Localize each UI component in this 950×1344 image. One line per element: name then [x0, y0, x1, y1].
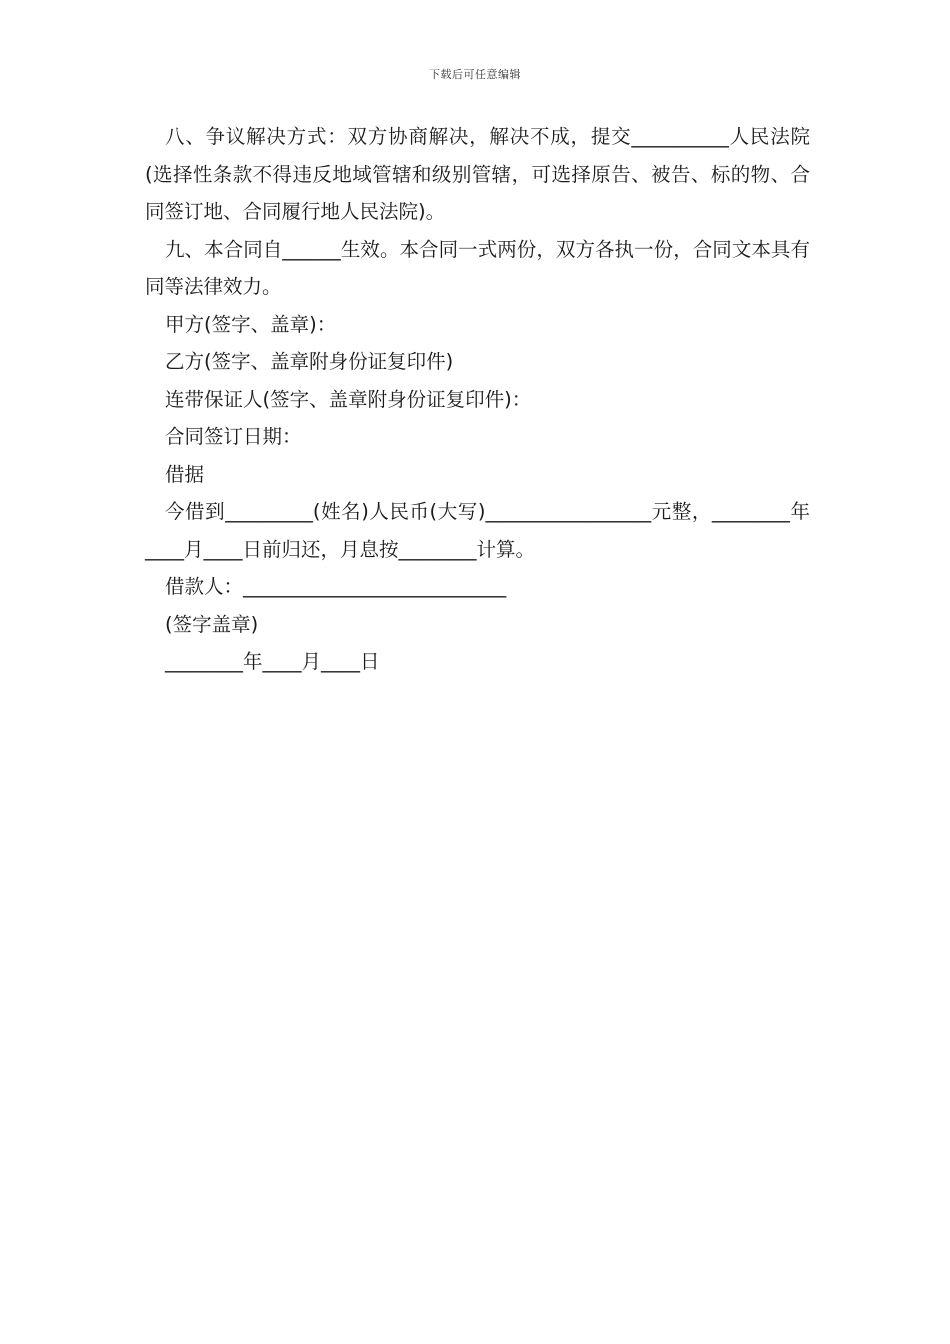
page-header: 下载后可任意编辑: [429, 68, 521, 81]
clause-dispute-resolution: 八、争议解决方式：双方协商解决，解决不成，提交__________人民法院(选择性条款不得违反地域管辖和级别管辖，可选择原告、被告、标的物、合同签订地、合同履行地人民法院)。: [145, 125, 810, 223]
clause-effective-date: 九、本合同自______生效。本合同一式两份，双方各执一份，合同文本具有同等法律效力。: [145, 237, 810, 298]
document-body: [145, 118, 810, 681]
borrower-line: 借款人：___________________________: [165, 575, 507, 598]
party-b-signature-line: 乙方(签字、盖章附身份证复印件): [165, 350, 454, 373]
iou-date-line: ________年____月____日: [165, 650, 380, 673]
guarantor-signature-line: 连带保证人(签字、盖章附身份证复印件)：: [165, 387, 532, 411]
signature-seal-note: (签字盖章): [165, 612, 259, 636]
contract-signing-date-line: 合同签订日期：: [165, 425, 302, 448]
party-a-signature-line: 甲方(签字、盖章)：: [165, 312, 337, 336]
iou-body: 今借到_________(姓名)人民币(大写)_________________元整，________年____月____日前归还，月息按________计算。: [145, 500, 810, 561]
iou-title: 借据: [165, 462, 205, 486]
